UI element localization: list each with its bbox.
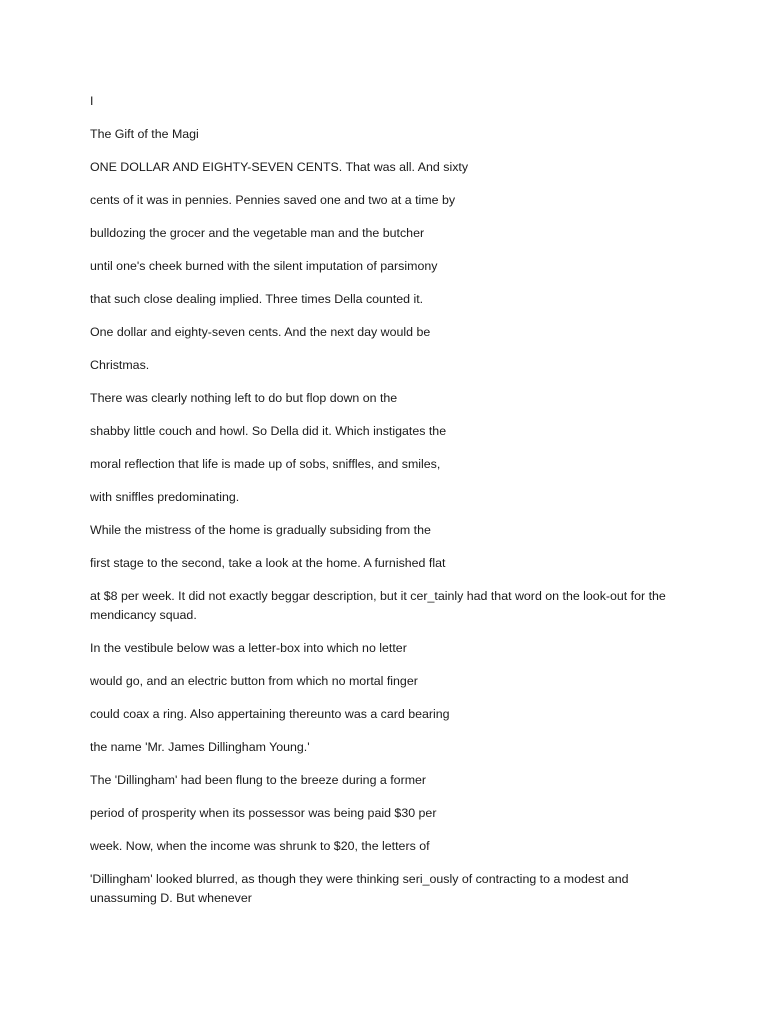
text-line: While the mistress of the home is gradually subsiding from the — [90, 523, 431, 537]
text-line: with sniffles predominating. — [90, 490, 240, 504]
text-line: shabby little couch and howl. So Della did it. Which instigates the — [90, 424, 447, 438]
text-line: that such close dealing implied. Three times Della counted it. — [90, 292, 424, 306]
text-paragraph-wrapped: 'Dillingham' looked blurred, as though they were thinking seri_ously of contracting to a modest and unassuming D. But whenever — [90, 872, 629, 905]
text-line: until one's cheek burned with the silent imputation of parsimony — [90, 259, 438, 273]
text-line: There was clearly nothing left to do but flop down on the — [90, 391, 398, 405]
text-line: moral reflection that life is made up of sobs, sniffles, and smiles, — [90, 457, 441, 471]
text-line: could coax a ring. Also appertaining thereunto was a card bearing — [90, 707, 450, 721]
text-line: cents of it was in pennies. Pennies saved one and two at a time by — [90, 193, 456, 207]
chapter-number: I — [90, 94, 94, 108]
text-line: would go, and an electric button from which no mortal finger — [90, 674, 418, 688]
story-title: The Gift of the Magi — [90, 127, 199, 141]
text-line: ONE DOLLAR AND EIGHTY-SEVEN CENTS. That was all. And sixty — [90, 160, 469, 174]
text-line: One dollar and eighty-seven cents. And the next day would be — [90, 325, 431, 339]
document-body — [90, 92, 680, 922]
text-line: In the vestibule below was a letter-box into which no letter — [90, 641, 407, 655]
text-line: bulldozing the grocer and the vegetable man and the butcher — [90, 226, 425, 240]
text-line: Christmas. — [90, 358, 150, 372]
text-line: The 'Dillingham' had been flung to the breeze during a former — [90, 773, 427, 787]
text-line: the name 'Mr. James Dillingham Young.' — [90, 740, 310, 754]
text-paragraph-wrapped: at $8 per week. It did not exactly beggar description, but it cer_tainly had that word on the look-out for the mendicancy squad. — [90, 589, 666, 622]
text-line: period of prosperity when its possessor was being paid $30 per — [90, 806, 437, 820]
text-line: week. Now, when the income was shrunk to $20, the letters of — [90, 839, 430, 853]
text-line: first stage to the second, take a look at the home. A furnished flat — [90, 556, 446, 570]
